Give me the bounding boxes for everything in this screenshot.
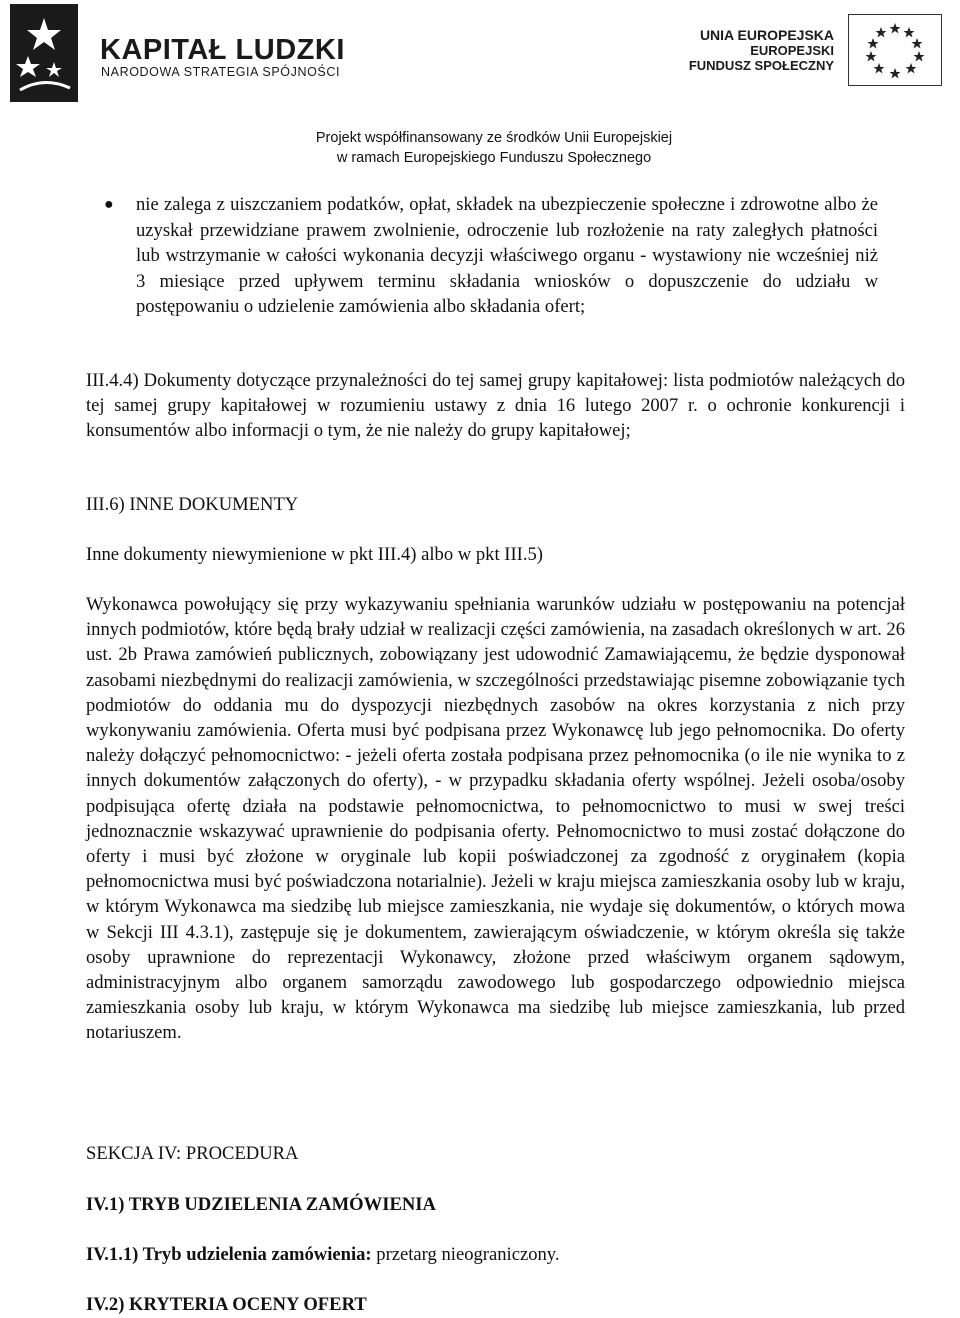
heading-sekcja-iv: SEKCJA IV: PROCEDURA	[86, 1143, 299, 1164]
heading-iv-2: IV.2) KRYTERIA OCENY OFERT	[86, 1294, 367, 1315]
paragraph-inne-dokumenty: Inne dokumenty niewymienione w pkt III.4) albo w pkt III.5)	[86, 544, 543, 565]
kapital-ludzki-logo-icon	[10, 4, 78, 102]
heading-iv-1: IV.1) TRYB UDZIELENIA ZAMÓWIENIA	[86, 1194, 436, 1215]
bullet-section	[86, 192, 905, 320]
kapital-ludzki-subtitle: NARODOWA STRATEGIA SPÓJNOŚCI	[101, 65, 341, 79]
iv-1-1-label: IV.1.1) Tryb udzielenia zamówienia:	[86, 1244, 372, 1265]
eu-logo-text	[689, 28, 834, 73]
eu-line-2: EUROPEJSKI	[750, 43, 834, 58]
page-header	[0, 0, 960, 170]
project-line-1: Projekt współfinansowany ze środków Unii Europejskiej	[315, 130, 673, 146]
bullet-icon: ●	[104, 196, 114, 213]
bullet-text: nie zalega z uiszczaniem podatków, opłat, składek na ubezpieczenie społeczne i zdrowotne albo że uzyskał przewidziane prawem zwolnienie, odroczenie lub rozłożenie na raty zaległych płatności lub wstrzymanie w całości wykonania decyzji właściwego organu - wystawiony nie wcześniej niż 3 miesiące przed upływem terminu składania wniosków o dopuszczenie do udziału w postępowaniu o udzielenie zamówienia albo składania ofert;	[136, 194, 878, 317]
paragraph-wykonawca: Wykonawca powołujący się przy wykazywaniu spełniania warunków udziału w postępowaniu na potencjał innych podmiotów, które będą brały udział w realizacji części zamówienia, na zasadach określonych w art. 26 ust. 2b Prawa zamówień publicznych, zobowiązany jest udowodnić Zamawiającemu, że będzie dysponował zasobami niezbędnymi do realizacji zamówienia, w szczególności przedstawiając pisemne zobowiązanie tych podmiotów do oddania mu do dyspozycji niezbędnych zasobów na okres korzystania z nich przy wykonywaniu zamówienia. Oferta musi być podpisana przez Wykonawcę lub jego pełnomocnika. Do oferty należy dołączyć pełnomocnictwo: - jeżeli oferta została podpisana przez pełnomocnika (o ile nie wynika to z innych dokumentów załączonych do oferty), - w przypadku składania oferty wspólnej. Jeżeli osoba/osoby podpisująca ofertę działa na podstawie pełnomocnictwa, to pełnomocnictwo to musi w swej treści jednoznacznie wskazywać uprawnienie do podpisania oferty. Pełnomocnictwo to musi zostać dołączone do oferty i musi być złożone w oryginale lub kopii poświadczonej za zgodność z oryginałem (kopia pełnomocnictwa musi być poświadczona notarialnie). Jeżeli w kraju miejsca zamieszkania osoby lub w kraju, w którym Wykonawca ma siedzibę lub miejsce zamieszkania, nie wydaje się dokumentów, o których mowa w Sekcji III 4.3.1), zastępuje się je dokumentem, zawierającym oświadczenie, w którym określa się także osoby uprawnione do reprezentacji Wykonawcy, złożone przed właściwym organem sądowym, administracyjnym albo organem samorządu zawodowego lub gospodarczego odpowiednio miejsca zamieszkania osoby lub kraju, w którym Wykonawca ma siedzibę lub miejsce zamieszkania, lub przed notariuszem.	[86, 594, 905, 1044]
bullet-item	[104, 192, 878, 320]
heading-iii-6: III.6) INNE DOKUMENTY	[86, 494, 299, 515]
iv-1-1-value: przetarg nieograniczony.	[371, 1244, 560, 1265]
eu-line-1: UNIA EUROPEJSKA	[699, 27, 834, 43]
project-line-2: w ramach Europejskiego Funduszu Społecznego	[336, 150, 652, 166]
eu-line-3: FUNDUSZ SPOŁECZNY	[688, 58, 834, 73]
project-funding-note	[0, 128, 960, 168]
paragraph-iv-1-1	[86, 1242, 560, 1267]
paragraph-iii-4-4: III.4.4) Dokumenty dotyczące przynależności do tej samej grupy kapitałowej: lista podmiotów należących do tej samej grupy kapitałowej w rozumieniu ustawy z dnia 16 lutego 2007 r. o ochronie konkurencji i konsumentów albo informacji o tym, że nie należy do grupy kapitałowej;	[86, 370, 905, 442]
kapital-ludzki-title: KAPITAŁ LUDZKI	[100, 34, 345, 66]
eu-flag-icon	[848, 14, 942, 86]
